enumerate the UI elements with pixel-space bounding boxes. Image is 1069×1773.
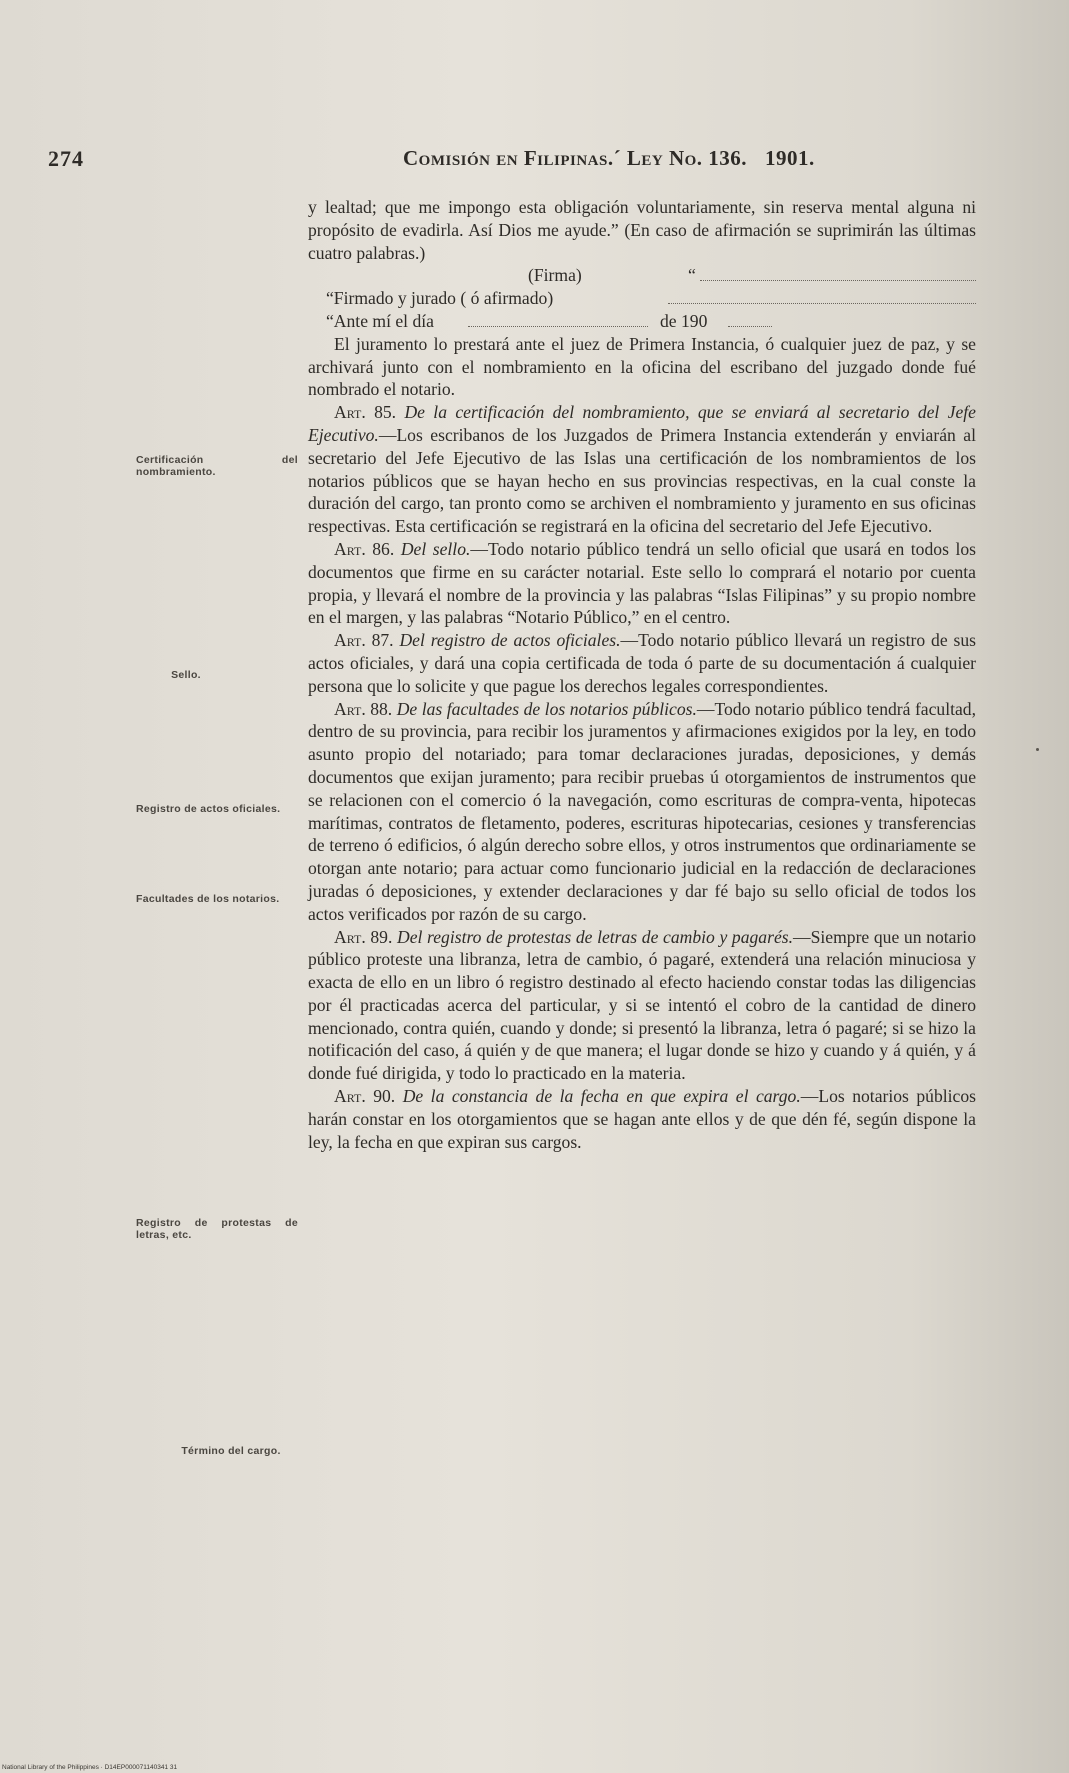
page-number: 274	[48, 146, 84, 171]
article-88-text: —Todo notario público tendrá facultad, dentro de su provincia, para recibir los juramentos y afirmaciones exigidos por la ley, en todo asunto propio del notariado; para tomar declaraciones juradas, deposiciones, y demás documentos que exijan juramento; para recibir pruebas ú otorgamientos de instrumentos que se relacionen con el comercio ó la navegación, como escrituras de compra-venta, hipotecas marítimas, contratos de fletamento, poderes, escrituras hipotecarias, cesiones y transferencias de terreno ó edificios, ó algún derecho sobre ellos, y otros instrumentos que ordinariamente se otorgan ante notario; para actuar como funcionario judicial en la redacción de declaraciones juradas ó deposiciones, y extender declaraciones y dar fé bajo su sello oficial de todos los actos verificados por razón de su cargo.	[308, 698, 977, 924]
article-88	[308, 698, 976, 926]
article-85	[308, 401, 976, 538]
running-head	[403, 146, 815, 171]
firma-blank	[700, 268, 976, 281]
article-87-title: Del registro de actos oficiales.	[399, 630, 621, 651]
article-89	[308, 926, 976, 1086]
firma-label: (Firma)	[528, 265, 582, 286]
signature-line-jurado	[308, 287, 976, 310]
article-89-text: —Siempre que un notario público proteste una libranza, letra de cambio, ó pagaré, extenderá una relación minuciosa y exacta de ello en un libro ó registro destinado al efecto haciendo constar todas las diligencias por él practicadas acerca del particular, y si se intentó el cobro de la cantidad de dinero mencionado, contra quién, cuando y donde; si presentó la libranza, letra ó pagaré; si se hizo la notificación del caso, á quién y de que manera; el lugar donde se hizo y cuando y á quién, y á donde fué dirigida, y todo lo practicado en la materia.	[308, 926, 976, 1084]
article-85-title: De la certificación del nombramiento, que se enviará al secretario del Jefe Ejecutivo.	[308, 402, 976, 445]
signature-line-firma	[308, 264, 976, 287]
article-87-text: —Todo notario público llevará un registro de sus actos oficiales, y dará una copia certificada de toda ó parte de su documentación á cualquier persona que lo solicite y que pague los derechos legales correspondientes.	[308, 630, 976, 696]
margin-note-registro-actos: Registro de actos oficiales.	[136, 803, 281, 815]
footer-credit: National Library of the Philippines · D14EP000071140341 31	[2, 1764, 178, 1771]
ante-day-blank	[468, 314, 648, 327]
article-86-label: Art. 86.	[334, 538, 395, 559]
article-86-text: —Todo notario público tendrá un sello oficial que usará en todos los documentos que firme en su carácter notarial. Este sello lo comprará el notario por cuenta propia, y llevará el nombre de la provincia y las palabras “Islas Filipinas” y su propio nombre en el margen, y las palabras “Notario Público,” en el centro.	[308, 538, 976, 628]
article-87	[308, 629, 976, 697]
article-86-title: Del sello.	[400, 538, 471, 559]
article-90-text: —Los notarios públicos harán constar en los otorgamientos que se hagan ante ellos y de que dén fé, según dispone la ley, la fecha en que expiran sus cargos.	[308, 1086, 976, 1152]
article-85-label: Art. 85.	[334, 402, 397, 423]
firma-quote: “	[688, 265, 696, 286]
body-text	[308, 196, 976, 1153]
margin-note-registro-protestas: Registro de protestas de letras, etc.	[136, 1217, 298, 1241]
jurado-label: “Firmado y jurado ( ó afirmado)	[326, 288, 554, 309]
ante-year-blank	[728, 314, 772, 327]
jurado-blank	[668, 291, 976, 304]
margin-note-certificacion: Certificación del nombramiento.	[136, 454, 298, 478]
running-head-title: Comisión en Filipinas.´ Ley No. 136.	[403, 146, 748, 170]
margin-note-facultades: Facultades de los notarios.	[136, 893, 280, 905]
ante-year-label: de 190	[660, 310, 708, 331]
article-87-label: Art. 87.	[334, 630, 394, 651]
page-header	[48, 146, 1028, 178]
margin-note-sello: Sello.	[171, 669, 201, 681]
article-88-title: De las facultades de los notarios públicos.	[396, 698, 697, 719]
article-89-label: Art. 89.	[334, 926, 393, 947]
article-90	[308, 1085, 976, 1153]
juramento-paragraph: El juramento lo prestará ante el juez de Primera Instancia, ó cualquier juez de paz, y se archivará junto con el nombramiento en la oficina del escribano del juzgado donde fué nombrado el notario.	[308, 333, 976, 400]
oath-paragraph: y lealtad; que me impongo esta obligación voluntariamente, sin reserva mental alguna ni propósito de evadirla. Así Dios me ayude.” (En caso de afirmación se suprimirán las últimas cuatro palabras.)	[308, 197, 976, 263]
margin-note-termino: Término del cargo.	[181, 1445, 281, 1457]
article-86	[308, 538, 976, 629]
signature-line-ante	[308, 310, 976, 333]
article-85-text: —Los escribanos de los Juzgados de Primera Instancia extenderán y enviarán al secretario del Jefe Ejecutivo de las Islas una certificación de los nombramientos de los notarios públicos que se hayan hecho en sus provincias respectivas, en la cual conste la duración del cargo, tan pronto como se archiven el nombramiento y juramento en sus oficinas respectivas. Esta certificación se registrará en la oficina del secretario del Jefe Ejecutivo.	[308, 424, 976, 537]
article-88-label: Art. 88.	[334, 698, 393, 719]
article-90-title: De la constancia de la fecha en que expira el cargo.	[402, 1086, 801, 1107]
ante-label: “Ante mí el día	[326, 310, 434, 331]
article-89-title: Del registro de protestas de letras de cambio y pagarés.	[397, 926, 794, 947]
scan-speck	[1036, 748, 1039, 751]
article-90-label: Art. 90.	[334, 1086, 396, 1107]
running-head-year: 1901.	[765, 146, 815, 170]
